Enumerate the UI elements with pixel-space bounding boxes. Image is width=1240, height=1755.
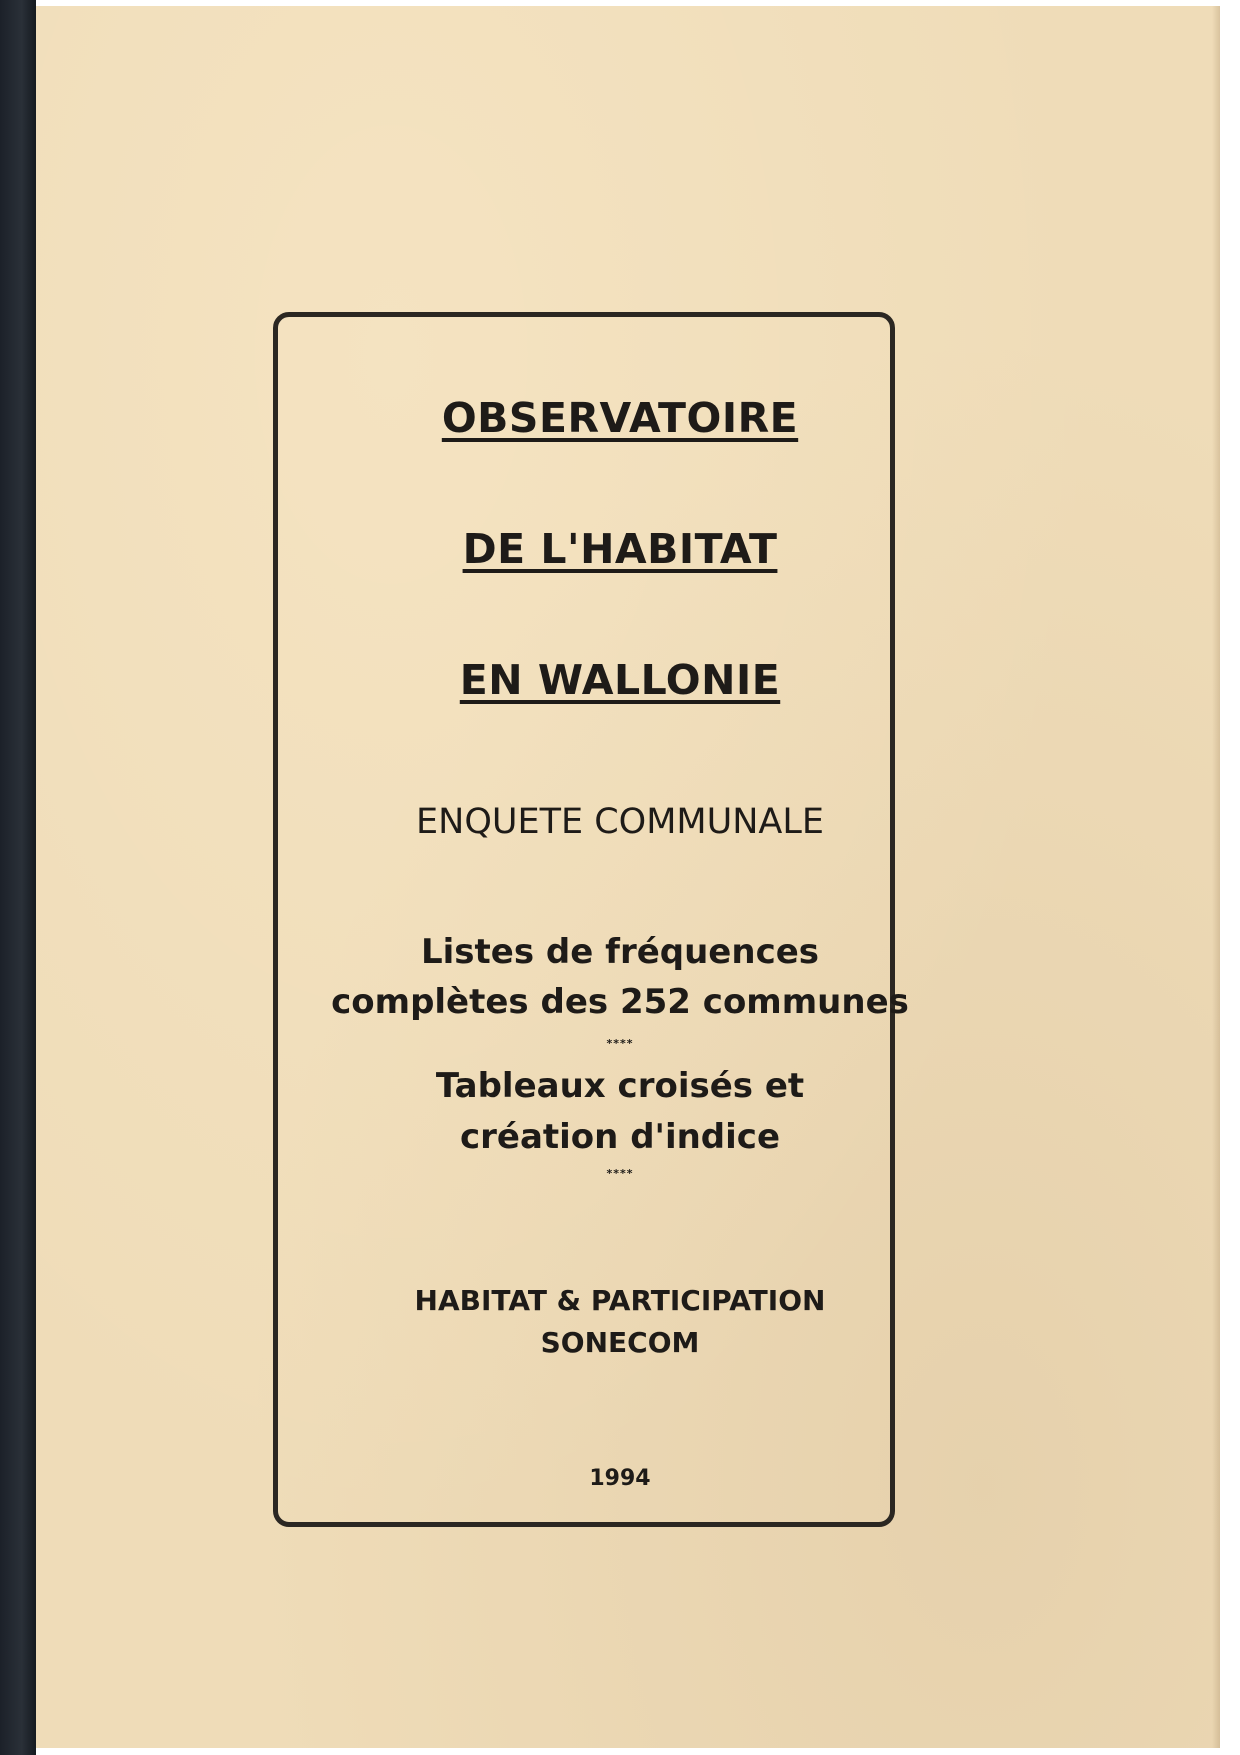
book-binding [0,0,36,1755]
publication-year: 1994 [589,1466,651,1491]
survey-subtitle: ENQUETE COMMUNALE [416,802,824,842]
section1-line-1: Listes de fréquences [420,932,820,972]
separator-1: **** [606,1037,634,1050]
organization-1: HABITAT & PARTICIPATION [414,1284,826,1317]
separator-2: **** [606,1167,634,1180]
title-line-2: DE L'HABITAT [462,525,778,573]
organization-2: SONECOM [540,1326,700,1359]
title-line-1: OBSERVATOIRE [441,394,799,442]
section1-line-2: complètes des 252 communes [331,982,909,1022]
section2-line-1: Tableaux croisés et [435,1066,805,1106]
title-line-3: EN WALLONIE [459,656,781,704]
section2-line-2: création d'indice [459,1117,781,1157]
